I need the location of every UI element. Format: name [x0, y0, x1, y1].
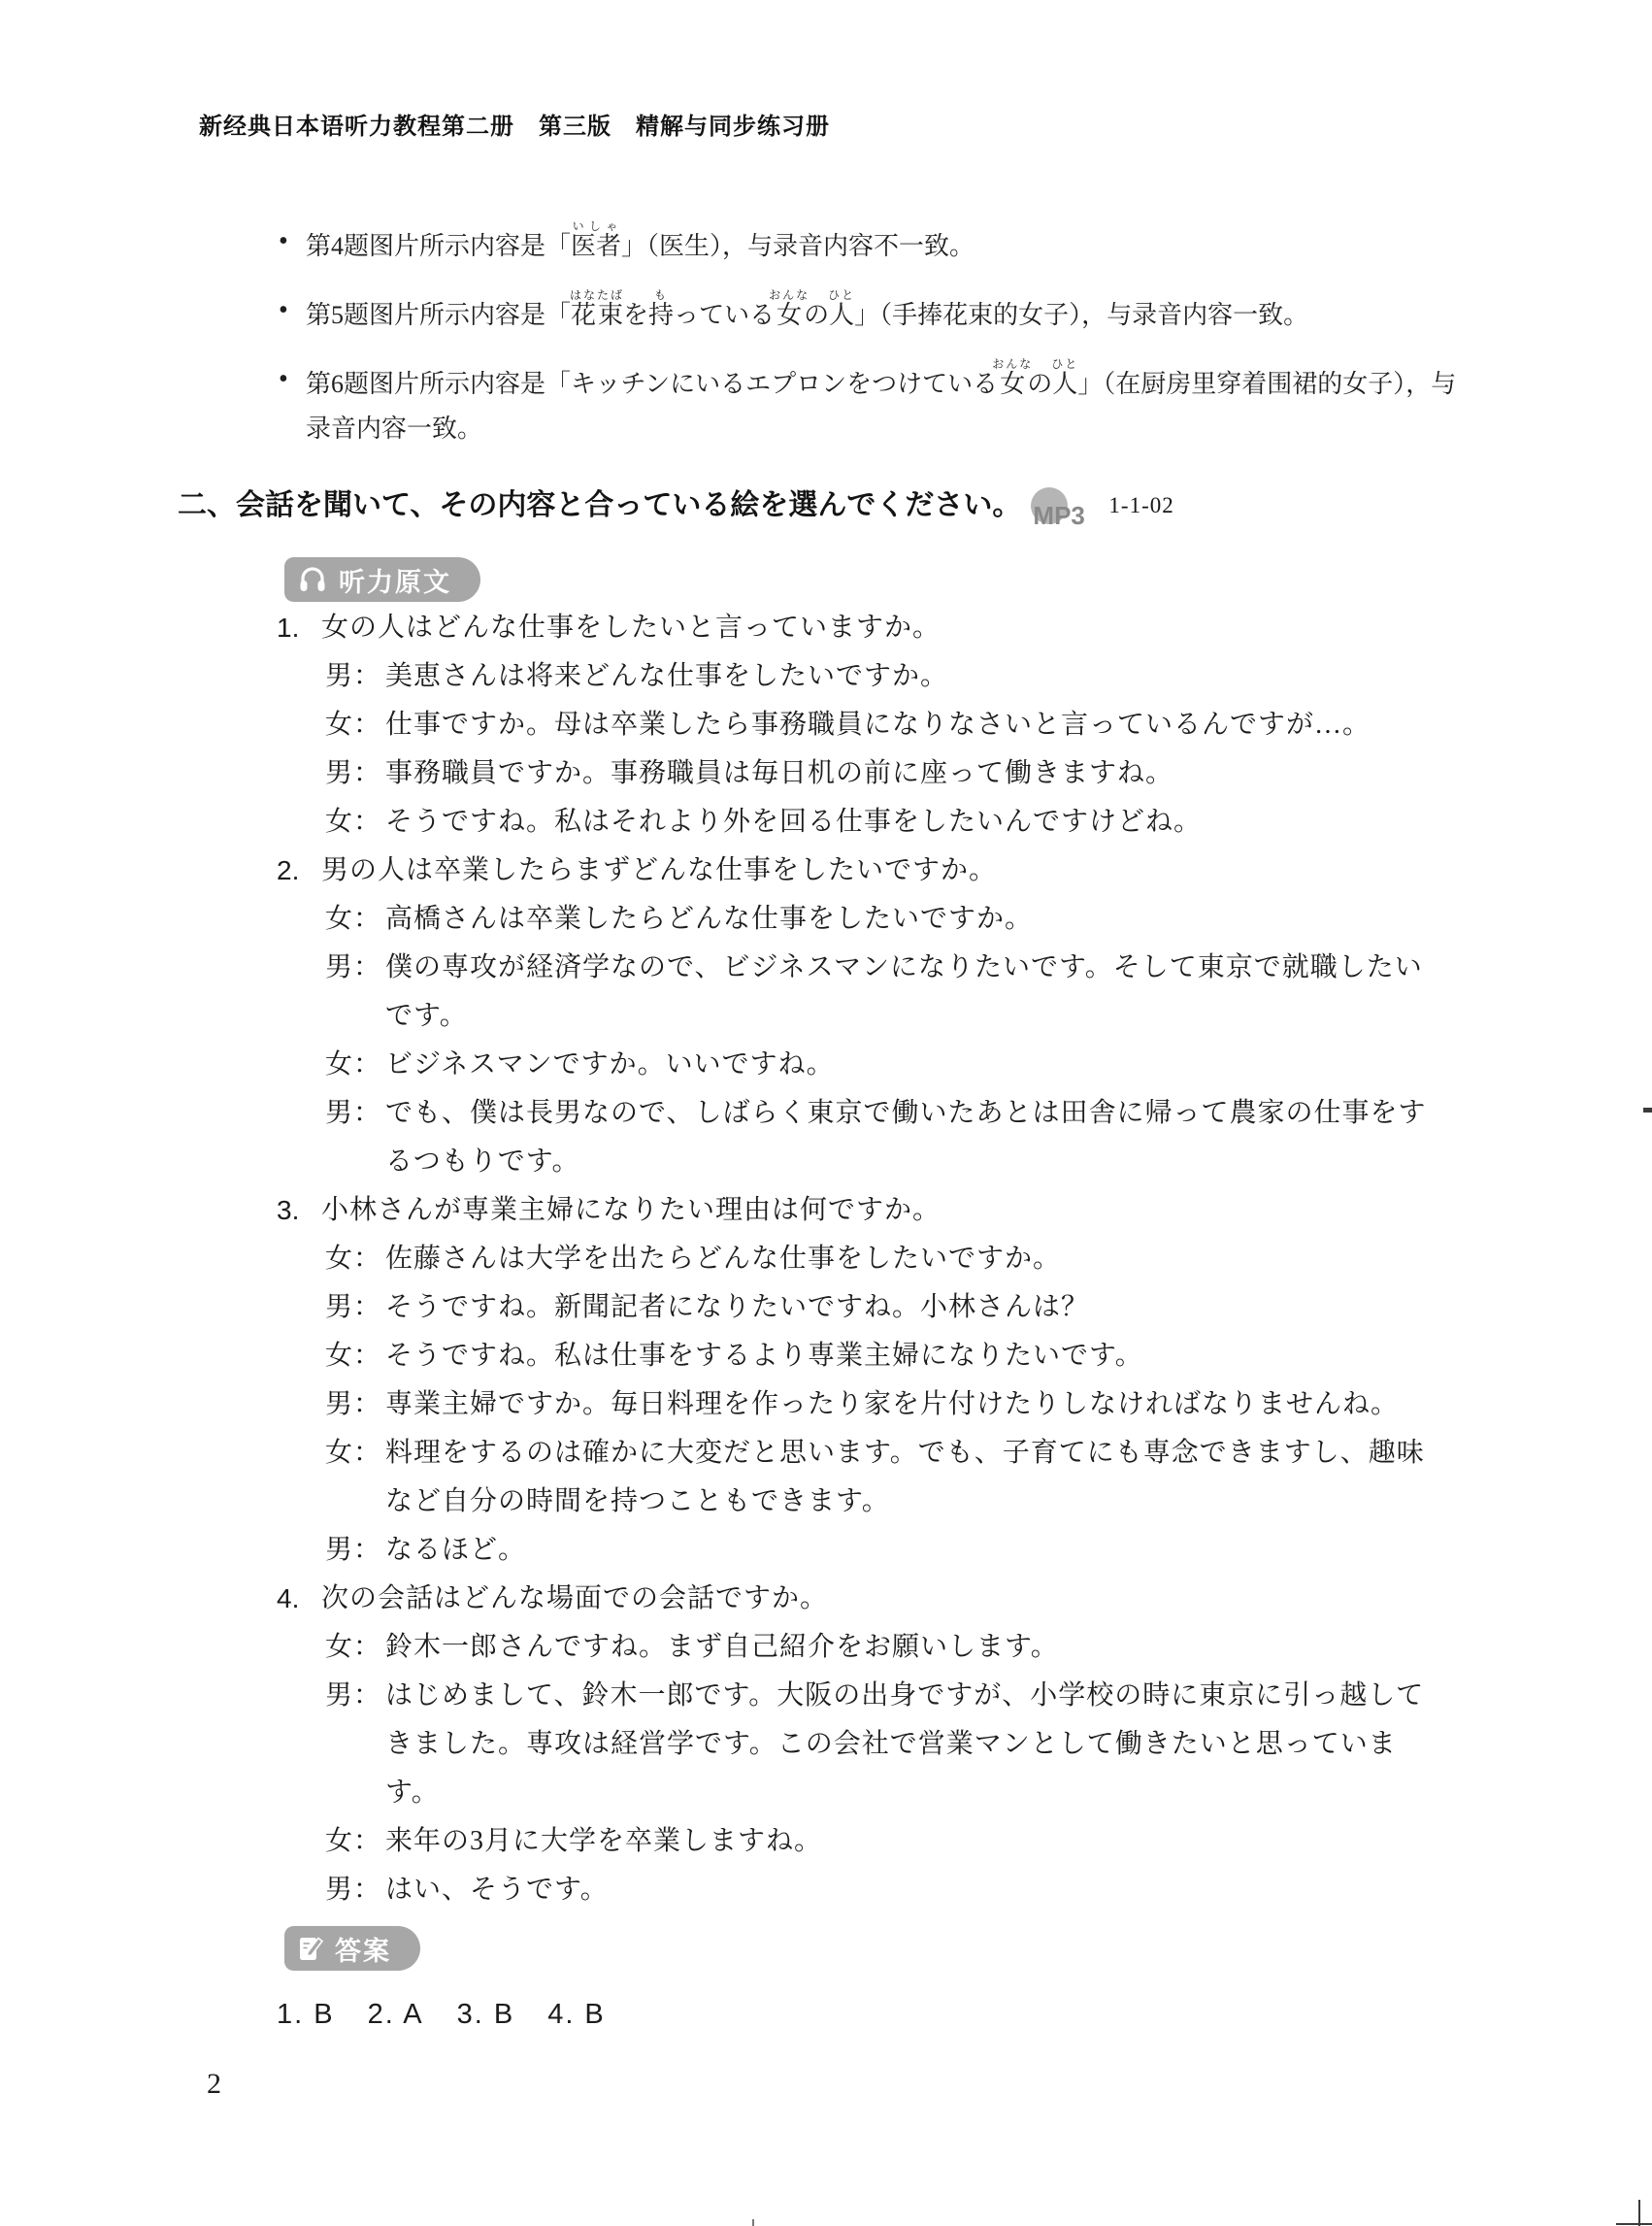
answer-item: 1. B: [277, 1999, 335, 2030]
answer-item: 4. B: [547, 1999, 606, 2030]
question-row: [277, 1186, 1480, 1235]
speaker-label: 男：: [325, 1535, 382, 1565]
speaker-label: 男：: [325, 661, 382, 691]
dialogue-line: [277, 1623, 1480, 1672]
question-number: 1.: [277, 613, 300, 643]
mp3-icon: [1031, 485, 1107, 530]
dialogue-text: 美恵さんは将来どんな仕事をしたいですか。: [385, 661, 949, 691]
question-row: [277, 604, 1480, 652]
note-item: • 第6题图片所示内容是「キッチンにいるエプロンをつけている女おんなの人ひと」（在厨房里穿着围裙的女子），与录音内容一致。: [306, 357, 1480, 451]
speaker-label: 女：: [325, 1826, 382, 1856]
dialogue-line: [277, 749, 1480, 798]
dialogue-text: なるほど。: [385, 1535, 527, 1565]
question-text: 男の人は卒業したらまずどんな仕事をしたいですか。: [321, 855, 998, 885]
transcript-list: [277, 604, 1480, 1914]
dialogue-line: [277, 944, 1480, 1041]
transcript-item: [277, 1575, 1480, 1914]
mp3-label: MP3: [1033, 501, 1085, 530]
speaker-label: 男：: [325, 952, 382, 982]
dialogue-text: 来年の3月に大学を卒業しますね。: [385, 1826, 823, 1856]
transcript-badge: [284, 557, 480, 602]
notes-list: [306, 219, 1480, 471]
speaker-label: 女：: [325, 807, 382, 837]
dialogue-text: 高橋さんは卒業したらどんな仕事をしたいですか。: [385, 904, 1034, 934]
speaker-label: 女：: [325, 1341, 382, 1371]
speaker-label: 男：: [325, 1389, 382, 1419]
dialogue-line: [277, 701, 1480, 749]
speaker-label: 女：: [325, 1049, 382, 1080]
speaker-label: 男：: [325, 758, 382, 788]
speaker-label: 男：: [325, 1680, 382, 1711]
transcript-item: [277, 847, 1480, 1186]
question-text: 小林さんが専業主婦になりたい理由は何ですか。: [321, 1195, 942, 1225]
pencil-note-icon: [298, 1935, 323, 1962]
dialogue-text: 鈴木一郎さんですね。まず自己紹介をお願いします。: [385, 1632, 1059, 1662]
note-item: • 第5题图片所示内容是「花束はなたばを持もっている女おんなの人ひと」（手捧花束的女子），与录音内容一致。: [306, 288, 1480, 338]
dialogue-text: そうですね。私は仕事をするより専業主婦になりたいです。: [385, 1341, 1143, 1371]
dialogue-line: [277, 1429, 1480, 1526]
speaker-label: 女：: [325, 1244, 382, 1274]
answers-badge: [284, 1926, 420, 1971]
question-text: 女の人はどんな仕事をしたいと言っていますか。: [321, 613, 942, 643]
dialogue-text: はじめまして、鈴木一郎です。大阪の出身ですが、小学校の時に東京に引っ越してきました。専攻は経営学です。この会社で営業マンとして働きたいと思っています。: [385, 1680, 1425, 1808]
transcript-item: [277, 604, 1480, 847]
section-heading: [178, 482, 1174, 530]
headphones-icon: [298, 566, 327, 593]
answers-badge-label: 答案: [335, 1936, 391, 1966]
dialogue-text: 事務職員ですか。事務職員は毎日机の前に座って働きますね。: [385, 758, 1174, 788]
dialogue-line: [277, 1089, 1480, 1186]
dialogue-text: 僕の専攻が経済学なので、ビジネスマンになりたいです。そして東京で就職したいです。: [385, 952, 1423, 1031]
dialogue-line: [277, 1235, 1480, 1283]
transcript-badge-label: 听力原文: [339, 567, 451, 597]
dialogue-text: はい、そうです。: [385, 1875, 609, 1905]
speaker-label: 男：: [325, 1098, 382, 1128]
speaker-label: 女：: [325, 710, 382, 740]
dialogue-line: [277, 895, 1480, 944]
question-number: 2.: [277, 855, 300, 885]
dialogue-line: [277, 1283, 1480, 1332]
transcript-item: [277, 1186, 1480, 1575]
dialogue-text: そうですね。私はそれより外を回る仕事をしたいんですけどね。: [385, 807, 1203, 837]
answer-item: 3. B: [456, 1999, 515, 2030]
mp3-track-number: 1-1-02: [1108, 493, 1174, 517]
dialogue-line: [277, 1817, 1480, 1866]
speaker-label: 男：: [325, 1875, 382, 1905]
dialogue-line: [277, 1866, 1480, 1914]
speaker-label: 女：: [325, 904, 382, 934]
dialogue-line: [277, 1672, 1480, 1817]
question-text: 次の会話はどんな場面での会話ですか。: [321, 1583, 829, 1613]
dialogue-line: [277, 798, 1480, 847]
speaker-label: 男：: [325, 1292, 382, 1322]
scan-artifact-right: [1643, 1108, 1652, 1113]
dialogue-text: ビジネスマンですか。いいですね。: [385, 1049, 835, 1080]
question-row: [277, 1575, 1480, 1623]
speaker-label: 女：: [325, 1438, 382, 1468]
answers-line: [277, 1992, 639, 2037]
dialogue-line: [277, 1041, 1480, 1089]
dialogue-text: 料理をするのは確かに大変だと思います。でも、子育てにも専念できますし、趣味など自分の時間を持つこともできます。: [385, 1438, 1425, 1516]
question-number: 4.: [277, 1583, 300, 1613]
dialogue-line: [277, 1380, 1480, 1429]
dialogue-line: [277, 1526, 1480, 1575]
scan-artifact-corner-vertical: [1638, 2200, 1640, 2226]
dialogue-text: そうですね。新聞記者になりたいですね。小林さんは？: [385, 1292, 1090, 1322]
page-number: 2: [207, 2068, 221, 2100]
dialogue-text: 専業主婦ですか。毎日料理を作ったり家を片付けたりしなければなりませんね。: [385, 1389, 1400, 1419]
scan-artifact-corner-horizontal: [1616, 2223, 1652, 2225]
dialogue-line: [277, 1332, 1480, 1380]
running-header: 新经典日本语听力教程第二册 第三版 精解与同步练习册: [199, 114, 830, 140]
dialogue-text: 佐藤さんは大学を出たらどんな仕事をしたいですか。: [385, 1244, 1062, 1274]
scan-artifact-bottom-tick: [752, 2219, 754, 2226]
question-row: [277, 847, 1480, 895]
dialogue-text: 仕事ですか。母は卒業したら事務職員になりなさいと言っているんですが…。: [385, 710, 1371, 740]
dialogue-text: でも、僕は長男なので、しばらく東京で働いたあとは田舎に帰って農家の仕事をするつもりです。: [385, 1098, 1427, 1177]
note-item: • 第4题图片所示内容是「医者いしゃ」（医生），与录音内容不一致。: [306, 219, 1480, 269]
dialogue-line: [277, 652, 1480, 701]
section-heading-text: 二、会話を聞いて、その内容と合っている絵を選んでください。: [178, 489, 1022, 521]
speaker-label: 女：: [325, 1632, 382, 1662]
question-number: 3.: [277, 1195, 300, 1225]
answer-item: 2. A: [367, 1999, 424, 2030]
